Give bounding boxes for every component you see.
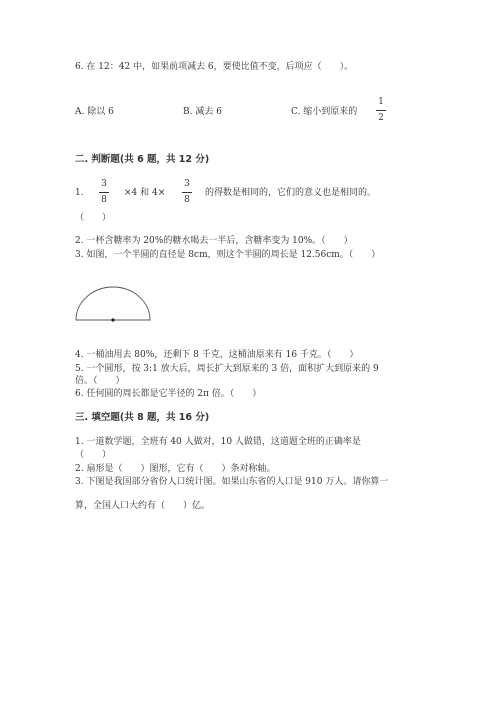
s2-q1-middle: ×4 和 4× [124,188,166,198]
s2-q1-prefix: 1. [75,188,84,198]
s3-q1-line1: 1. 一道数学题，全班有 40 人做对，10 人做错，这道题全班的正确率是 [75,437,361,447]
center-dot [111,318,114,321]
section3-title: 三. 填空题(共 8 题，共 16 分) [75,412,210,423]
s2-q5-line2: 倍。（ ） [75,376,125,386]
section2-title: 二. 判断题(共 6 题，共 12 分) [75,154,210,165]
q6-option-c: C. 缩小到原来的 [291,107,358,117]
s3-q2: 2. 扇形是（ ）图形，它有（ ）条对称轴。 [75,464,276,474]
s2-q2: 2. 一杯含糖率为 20%的糖水喝去一半后，含糖率变为 10%。（ ） [75,236,353,246]
s2-q3: 3. 如图，一个半圆的直径是 8cm，则这个半圆的周长是 12.56cm。（ ） [75,250,381,260]
s2-q1-paren: （ ） [75,213,112,223]
s3-q3-line2: 算，全国人口大约有（ ）亿。 [75,501,211,511]
fraction-denominator: 8 [101,195,107,205]
s2-q1-suffix: 的得数是相同的，它们的意义也是相同的。 [205,188,377,198]
s2-q1-fraction-2 [181,179,193,206]
s3-q1-line2: （ ） [75,450,112,460]
fraction-bar [376,110,386,111]
q6-option-a: A. 除以 6 [75,107,114,117]
s2-q1-fraction-1 [98,179,110,206]
q6-stem: 6. 在 12：42 中，如果前项减去 6，要使比值不变，后项应（ ）。 [75,62,354,72]
q6-option-c-fraction [375,97,387,124]
fraction-numerator: 3 [184,179,190,189]
fraction-denominator: 2 [378,113,384,123]
fraction-numerator: 1 [378,97,384,107]
semicircle-outline [76,287,150,320]
s2-q4: 4. 一桶油用去 80%，还剩下 8 千克，这桶油原来有 16 千克。（ ） [75,350,359,360]
fraction-bar [182,192,192,193]
s2-q6: 6. 任何圆的周长都是它半径的 2π 倍。（ ） [75,389,262,399]
fraction-numerator: 3 [101,179,107,189]
s2-q5-line1: 5. 一个圆形，按 3:1 放大后，周长扩大到原来的 3 倍，面积扩大到原来的 9 [75,364,379,374]
fraction-denominator: 8 [184,195,190,205]
q6-option-b: B. 减去 6 [183,107,222,117]
s3-q3-line1: 3. 下图是我国部分省份人口统计图。如果山东省的人口是 910 万人。请你算一 [75,477,389,487]
semicircle-figure [72,282,154,324]
fraction-bar [99,192,109,193]
